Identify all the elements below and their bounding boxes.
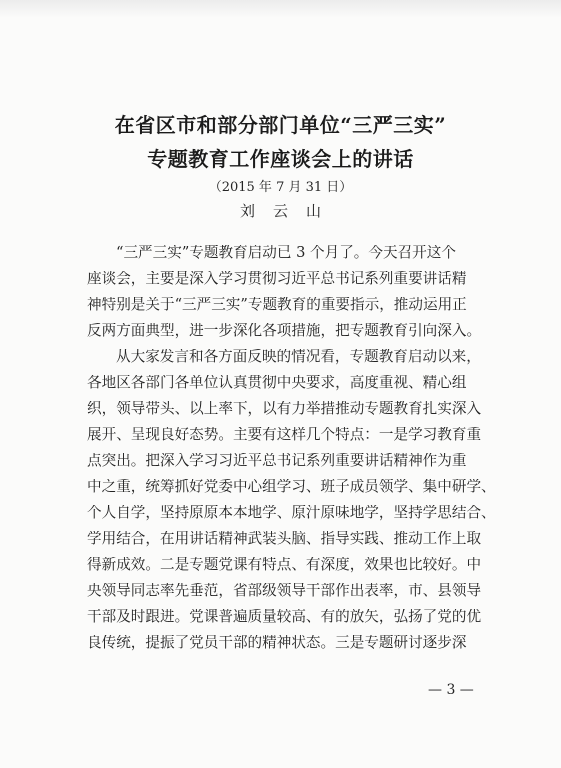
- body-line-1: “三严三实”专题教育启动已 3 个月了。今天召开这个: [116, 245, 456, 261]
- body-line-9: 点突出。把深入学习习近平总书记系列重要讲话精神作为重: [87, 453, 467, 469]
- body-line-11: 个人自学，坚持原原本本地学、原汁原味地学，坚持学思结合、: [87, 505, 496, 521]
- body-line-16: 良传统，提振了党员干部的精神状态。三是专题研讨逐步深: [87, 635, 467, 651]
- body-line-4: 反两方面典型，进一步深化各项措施，把专题教育引向深入。: [87, 323, 482, 339]
- scan-edge-shadow: [0, 0, 561, 18]
- document-title-line-1: 在省区市和部分部门单位“三严三实”: [114, 113, 447, 137]
- document-date: （2015 年 7 月 31 日）: [208, 180, 353, 195]
- body-line-5: 从大家发言和各方面反映的情况看，专题教育启动以来，: [116, 349, 481, 365]
- body-line-14: 央领导同志率先垂范，省部级领导干部作出表率，市、县领导: [87, 583, 482, 599]
- body-line-6: 各地区各部门各单位认真贯彻中央要求，高度重视、精心组: [87, 375, 467, 391]
- body-line-2: 座谈会，主要是深入学习贯彻习近平总书记系列重要讲话精: [87, 271, 467, 287]
- body-line-10: 中之重，统筹抓好党委中心组学习、班子成员领学、集中研学、: [87, 479, 496, 495]
- document-author: 刘云山: [239, 202, 339, 220]
- body-line-12: 学用结合，在用讲话精神武装头脑、指导实践、推动工作上取: [87, 531, 482, 547]
- body-line-3: 神特别是关于“三严三实”专题教育的重要指示，推动运用正: [87, 297, 467, 313]
- body-line-8: 展开、呈现良好态势。主要有这样几个特点：一是学习教育重: [87, 427, 482, 443]
- body-line-15: 干部及时跟进。党课普遍质量较高、有的放矢，弘扬了党的优: [87, 609, 482, 625]
- page-number: — 3 —: [428, 682, 474, 698]
- document-title-line-2: 专题教育工作座谈会上的讲话: [147, 147, 414, 171]
- body-line-7: 织，领导带头、以上率下，以有力举措推动专题教育扎实深入: [87, 401, 482, 417]
- body-line-13: 得新成效。二是专题党课有特点、有深度，效果也比较好。中: [87, 557, 482, 573]
